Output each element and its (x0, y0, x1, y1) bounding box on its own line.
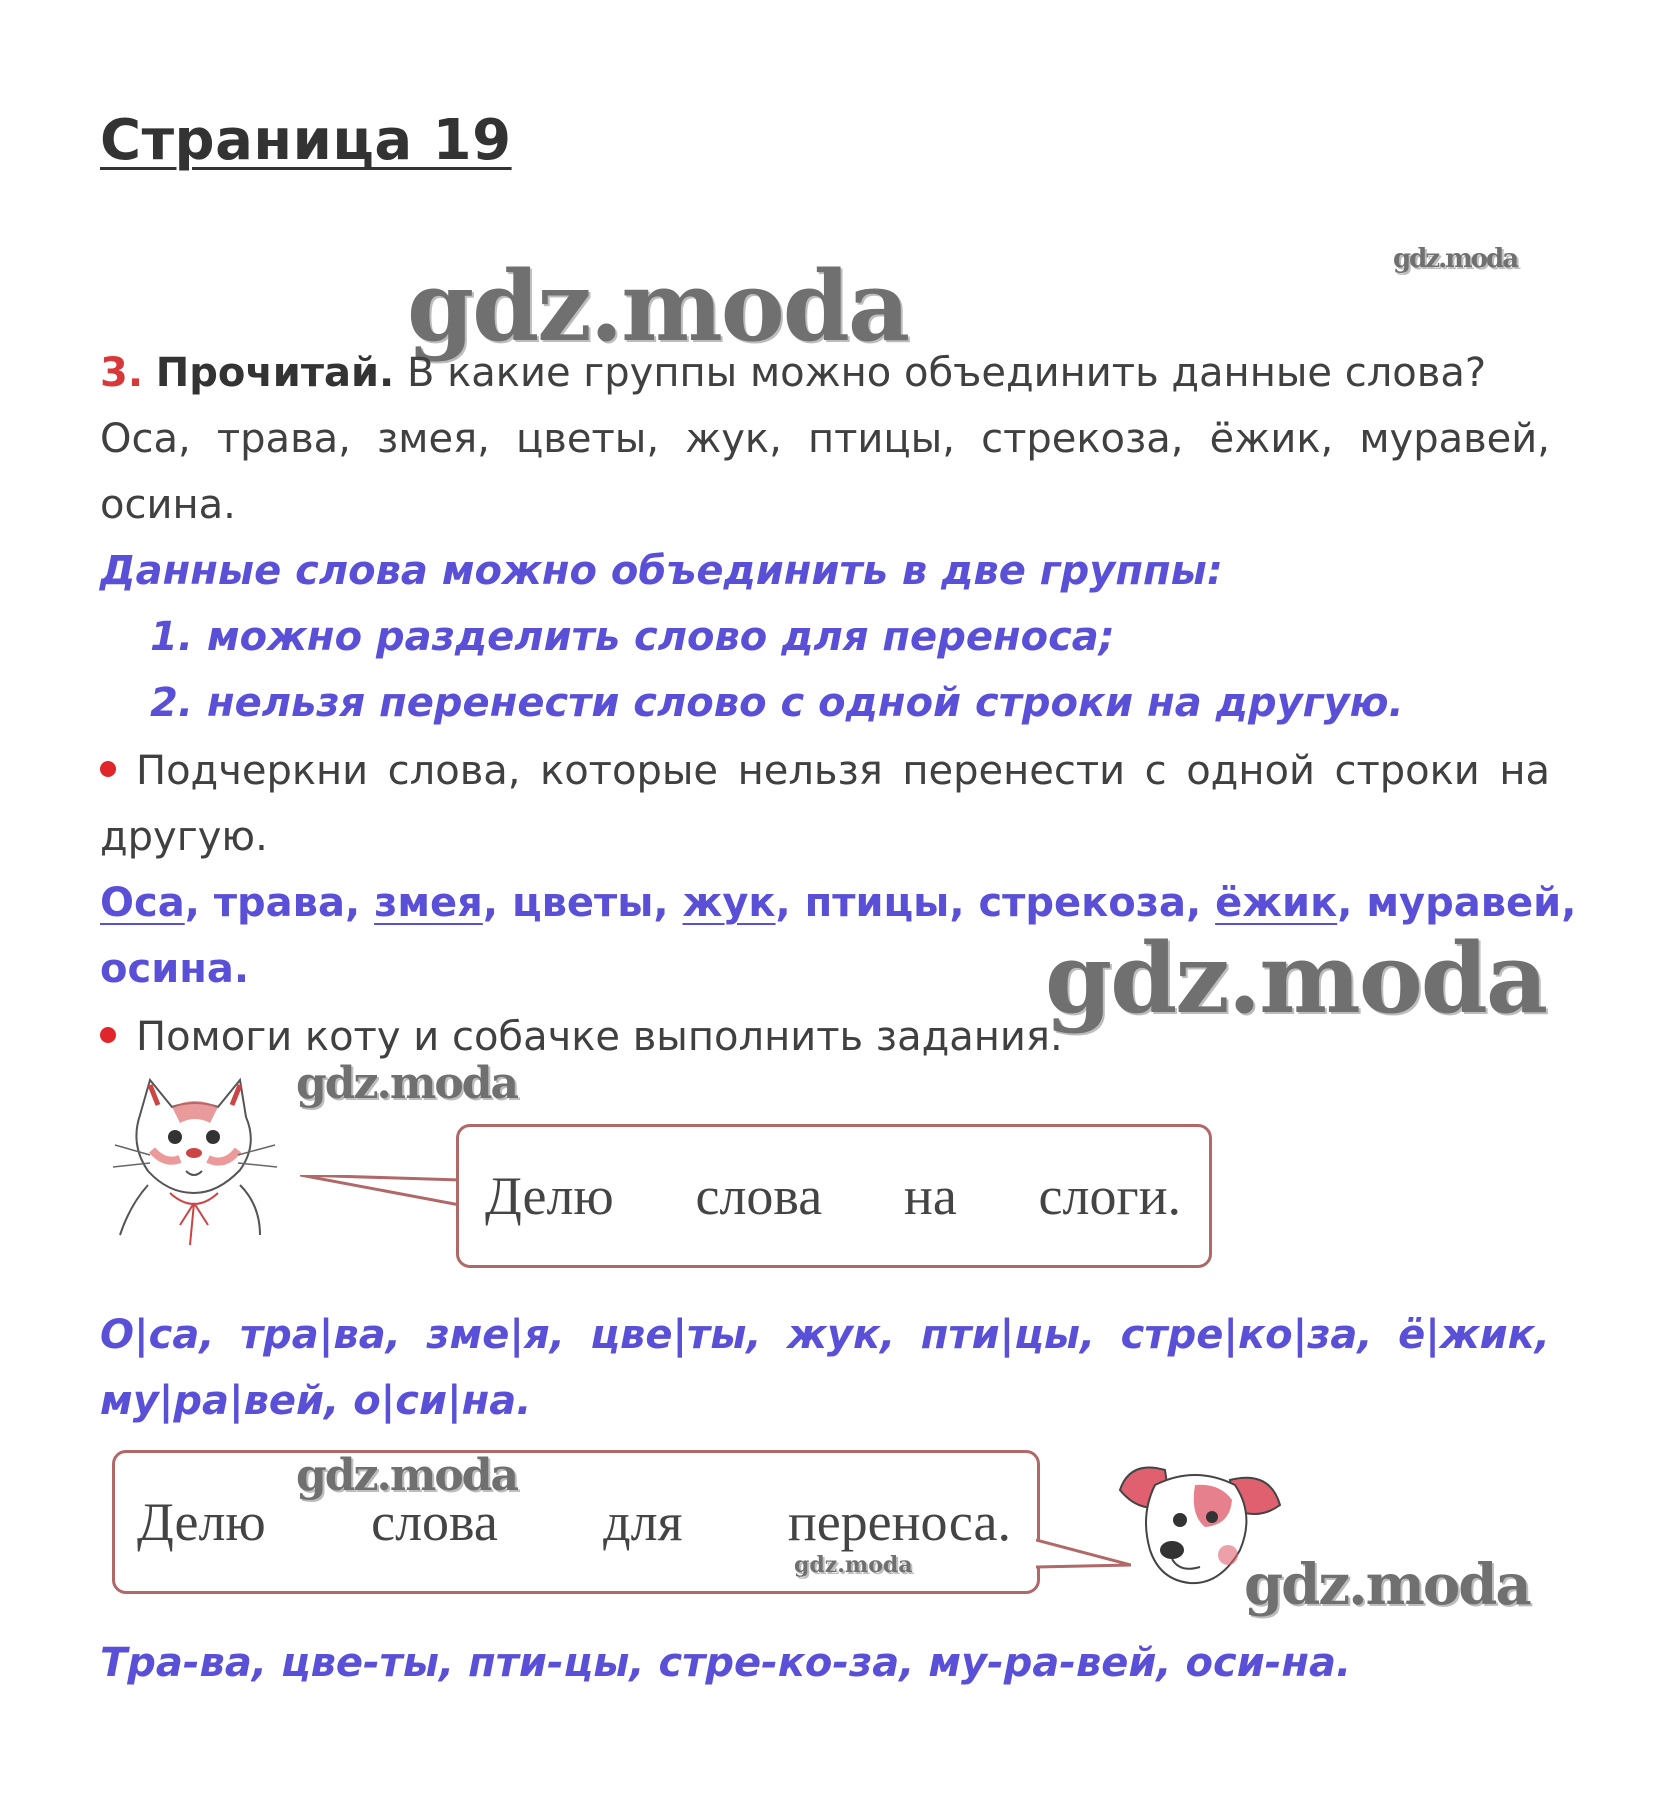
underlined-word: змея (374, 880, 483, 926)
watermark-medium: gdz.moda (1244, 1552, 1530, 1618)
underline-task-line1 (100, 738, 1550, 804)
task-number: 3. (100, 350, 144, 396)
speech-tail (300, 1175, 460, 1215)
help-task: Помоги коту и собачке выполнить задания. (100, 1004, 1550, 1070)
task-words-line1: Оса, трава, змея, цветы, жук, птицы, стрекоза, ёжик, муравей, (100, 416, 1550, 462)
answer-text: , трава, (184, 880, 375, 926)
dog-speech-text: Делю слова для переноса. (137, 1492, 1011, 1552)
answer-text: , птицы, стрекоза, (775, 880, 1216, 926)
underlined-word: Оса (100, 880, 185, 926)
answer-intro: Данные слова можно объединить в две группы: (100, 548, 1223, 594)
task-heading (100, 340, 1550, 406)
watermark-small: gdz.moda (794, 1552, 913, 1578)
answer-text: , муравей, (1337, 880, 1577, 926)
watermark-medium: gdz.moda (296, 1058, 518, 1109)
bullet-icon (100, 761, 116, 777)
underline-task-text: Подчеркни слова, которые нельзя перенести с одной строки на (136, 748, 1550, 794)
cat-speech-bubble (456, 1124, 1212, 1268)
bullet-icon (100, 1027, 116, 1043)
underlined-word: ёжик (1215, 880, 1338, 926)
answer-item-2: 2. нельзя перенести слово с одной строки на другую. (150, 680, 1404, 726)
answer-text: , цветы, (482, 880, 683, 926)
underlined-word: жук (682, 880, 776, 926)
task-words-line2: осина. (100, 482, 236, 528)
watermark-medium: gdz.moda (296, 1450, 518, 1501)
syllables-line1: О|са, тра|ва, зме|я, цве|ты, жук, пти|цы, стре|ко|за, ё|жик, (100, 1312, 1550, 1358)
answer-item-1: 1. можно разделить слово для переноса; (150, 614, 1115, 660)
watermark-large: gdz.moda (407, 250, 909, 363)
underline-answer-line2: осина. (100, 946, 250, 992)
page-title: Страница 19 (100, 108, 512, 173)
watermark-small: gdz.moda (1393, 244, 1518, 274)
watermark-large: gdz.moda (1045, 922, 1547, 1035)
syllables-line2: му|ра|вей, о|си|на. (100, 1378, 532, 1424)
underline-task-line2: другую. (100, 814, 268, 860)
cat-illustration (110, 1075, 280, 1265)
hyphenation-answer: Тра-ва, цве-ты, пти-цы, стре-ко-за, му-ра-вей, оси-на. (100, 1640, 1352, 1686)
cat-speech-text: Делю слова на слоги. (485, 1166, 1181, 1226)
task-question: В какие группы можно объединить данные слова? (406, 350, 1487, 396)
task-verb: Прочитай. (155, 350, 395, 396)
